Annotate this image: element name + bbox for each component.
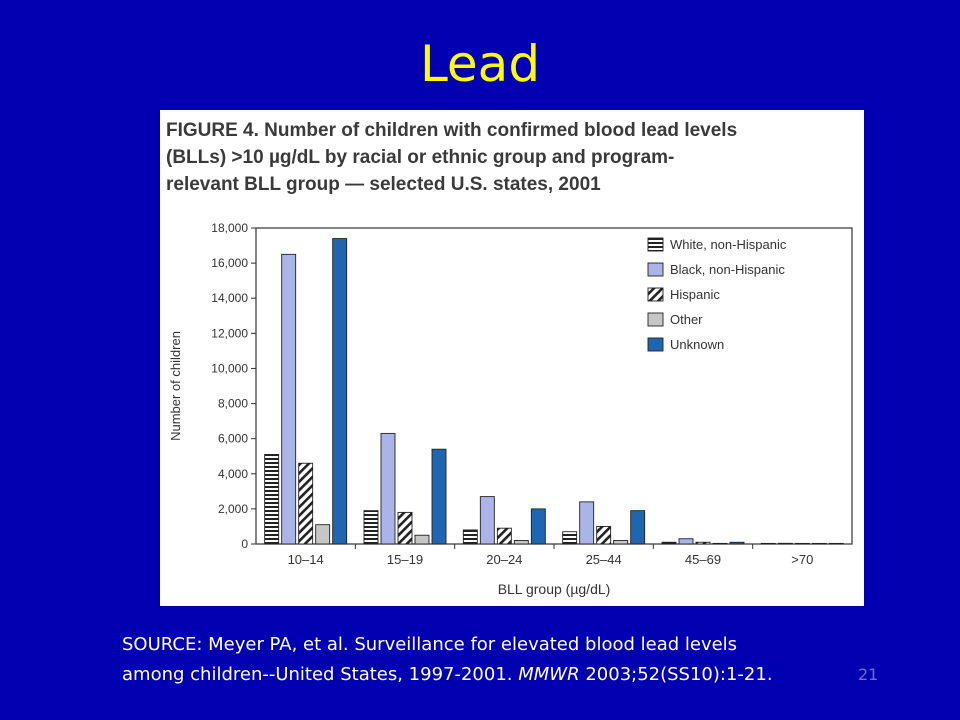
y-axis-label: Number of children — [168, 331, 183, 441]
bar-chart — [160, 110, 864, 606]
bar-unknown-4 — [730, 542, 744, 544]
legend-label: Black, non-Hispanic — [670, 262, 785, 277]
y-tick-label: 0 — [241, 537, 248, 551]
bar-other-1 — [415, 535, 429, 544]
y-tick-label: 18,000 — [211, 221, 248, 235]
bar-other-2 — [514, 540, 528, 544]
bar-other-4 — [713, 543, 727, 544]
x-tick-label: 25–44 — [585, 552, 622, 567]
bar-black-non-hispanic-3 — [580, 502, 594, 544]
x-tick-label: 20–24 — [486, 552, 523, 567]
bar-hispanic-3 — [597, 526, 611, 544]
figure-panel — [160, 110, 864, 606]
source-line-2-suffix: 2003;52(SS10):1-21. — [579, 664, 773, 685]
bar-unknown-5 — [829, 543, 843, 544]
bar-hispanic-4 — [696, 542, 710, 544]
chart-title-line-2: (BLLs) >10 µg/dL by racial or ethnic group and program- — [166, 147, 675, 168]
bar-unknown-0 — [333, 239, 347, 544]
bar-black-non-hispanic-4 — [679, 539, 693, 544]
y-tick-label: 8,000 — [217, 396, 248, 411]
x-axis-label: BLL group (µg/dL) — [497, 581, 611, 597]
y-tick-label: 4,000 — [217, 466, 248, 481]
bar-hispanic-2 — [497, 528, 511, 544]
source-line-1: SOURCE: Meyer PA, et al. Surveillance for elevated blood lead levels — [122, 634, 738, 655]
slide-title: Lead — [419, 35, 541, 93]
legend-label: Other — [670, 312, 703, 327]
bar-white-non-hispanic-0 — [265, 454, 279, 544]
bar-white-non-hispanic-3 — [563, 532, 577, 544]
legend-swatch — [648, 338, 663, 351]
source-journal: MMWR — [518, 664, 580, 685]
y-tick-label: 10,000 — [211, 361, 248, 376]
y-tick-label: 14,000 — [211, 291, 248, 306]
bar-black-non-hispanic-0 — [282, 254, 296, 544]
bar-black-non-hispanic-5 — [778, 543, 792, 544]
bar-white-non-hispanic-1 — [364, 511, 378, 544]
x-tick-label: 10–14 — [287, 552, 324, 567]
bar-hispanic-0 — [299, 463, 313, 544]
bar-hispanic-1 — [398, 512, 412, 544]
bar-other-3 — [614, 540, 628, 544]
legend-swatch — [648, 313, 663, 326]
y-tick-label: 6,000 — [217, 431, 248, 446]
bar-unknown-3 — [631, 511, 645, 544]
legend-swatch — [648, 263, 663, 276]
bar-unknown-1 — [432, 449, 446, 544]
y-tick-label: 12,000 — [211, 326, 248, 341]
x-tick-label: 45–69 — [684, 552, 722, 567]
legend-swatch — [648, 238, 663, 251]
slide-number: 21 — [858, 665, 879, 684]
y-tick-label: 16,000 — [211, 256, 248, 271]
source-citation — [122, 630, 922, 690]
legend-label: Hispanic — [670, 287, 720, 302]
legend-label: White, non-Hispanic — [670, 237, 787, 252]
bar-white-non-hispanic-4 — [662, 542, 676, 544]
bar-white-non-hispanic-2 — [463, 530, 477, 544]
chart-title-line-3: relevant BLL group — selected U.S. states, 2001 — [166, 174, 601, 195]
legend-swatch — [648, 288, 663, 301]
source-line-2 — [122, 660, 922, 690]
chart-title-line-1: FIGURE 4. Number of children with confirmed blood lead levels — [166, 120, 738, 141]
x-tick-label: >70 — [791, 552, 814, 567]
x-tick-label: 15–19 — [386, 552, 424, 567]
legend-label: Unknown — [670, 337, 725, 352]
bar-other-5 — [812, 543, 826, 544]
y-tick-label: 2,000 — [217, 501, 248, 516]
bar-white-non-hispanic-5 — [761, 543, 775, 544]
bar-hispanic-5 — [795, 543, 809, 544]
bar-other-0 — [316, 525, 330, 544]
bar-black-non-hispanic-1 — [381, 433, 395, 544]
source-line-2-prefix: among children--United States, 1997-2001. — [122, 664, 519, 685]
bar-unknown-2 — [531, 509, 545, 544]
bar-black-non-hispanic-2 — [480, 497, 494, 544]
